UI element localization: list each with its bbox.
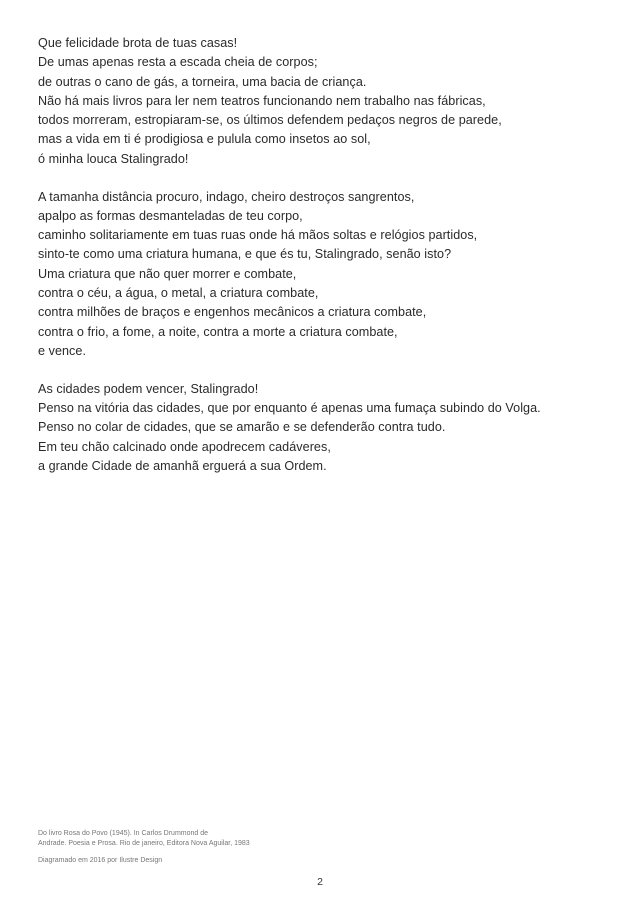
poem-line: mas a vida em ti é prodigiosa e pulula como insetos ao sol, [38,132,371,147]
poem-line: contra milhões de braços e engenhos mecânicos a criatura combate, [38,305,427,320]
poem-line: Uma criatura que não quer morrer e combate, [38,266,297,281]
poem-line: Penso no colar de cidades, que se amarão e se defenderão contra tudo. [38,420,446,435]
poem-line: De umas apenas resta a escada cheia de corpos; [38,55,318,70]
poem-line: ó minha louca Stalingrado! [38,151,189,166]
poem-line: contra o céu, a água, o metal, a criatura combate, [38,286,319,301]
poem-line: Que felicidade brota de tuas casas! [38,36,238,50]
stanza-1 [38,34,618,169]
poem-line: Penso na vitória das cidades, que por enquanto é apenas uma fumaça subindo do Volga. [38,401,541,416]
poem-line: Não há mais livros para ler nem teatros funcionando nem trabalho nas fábricas, [38,93,486,108]
page-footer [38,829,338,866]
poem-body [38,34,618,495]
poem-line: contra o frio, a fome, a noite, contra a morte a criatura combate, [38,324,398,339]
poem-line: As cidades podem vencer, Stalingrado! [38,381,259,396]
poem-line: apalpo as formas desmanteladas de teu corpo, [38,208,303,223]
page-number: 2 [317,876,323,888]
stanza-2 [38,188,618,362]
poem-line: sinto-te como uma criatura humana, e que és tu, Stalingrado, senão isto? [38,247,452,262]
poem-line: Em teu chão calcinado onde apodrecem cadáveres, [38,439,331,454]
poem-line: caminho solitariamente em tuas ruas onde há mãos soltas e relógios partidos, [38,228,478,243]
poem-line: todos morreram, estropiaram-se, os últimos defendem pedaços negros de parede, [38,113,502,128]
poem-line: a grande Cidade de amanhã erguerá a sua Ordem. [38,458,327,473]
design-credit: Diagramado em 2016 por Ilustre Design [38,857,163,865]
source-note-line: Do livro Rosa do Povo (1945). In Carlos Drummond de [38,830,209,837]
stanza-3 [38,380,618,476]
poem-line: A tamanha distância procuro, indago, cheiro destroços sangrentos, [38,189,415,204]
source-note-line: Andrade. Poesia e Prosa. Rio de janeiro, Editora Nova Aguilar, 1983 [38,839,250,847]
poem-line: e vence. [38,343,87,358]
poem-line: de outras o cano de gás, a torneira, uma bacia de criança. [38,74,367,89]
